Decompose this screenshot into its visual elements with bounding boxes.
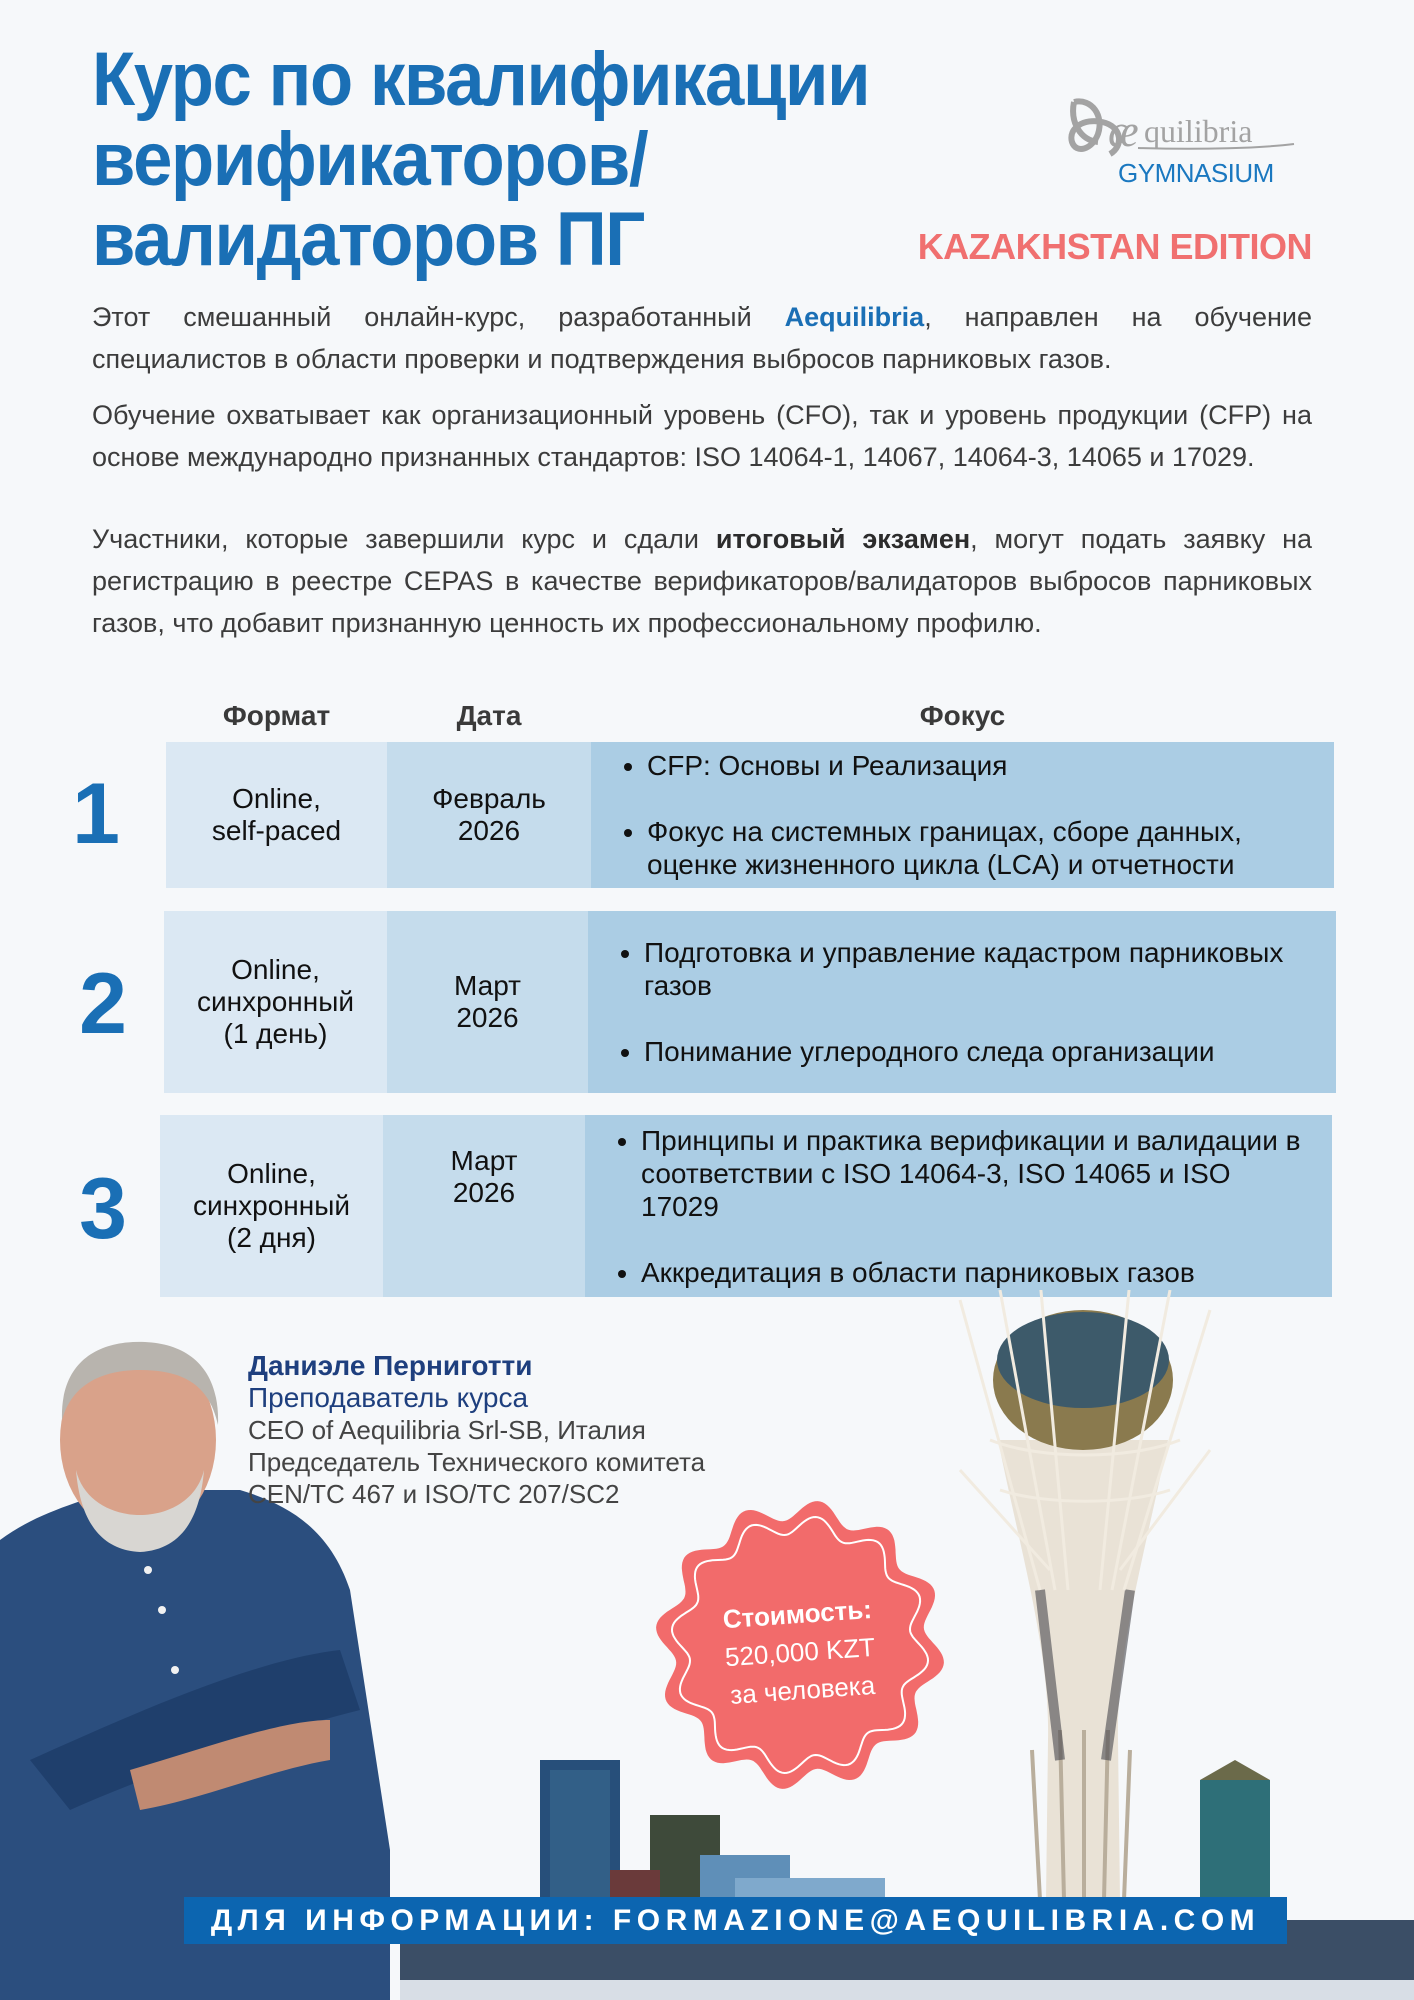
intro-text: Участники, которые завершили курс и сдали — [92, 524, 716, 554]
instructor-line-2: Председатель Технического комитета — [248, 1447, 706, 1477]
focus-list — [585, 1091, 1332, 1322]
format-cell: Online, синхронный (1 день) — [164, 911, 387, 1093]
intro-text: , направлен на обучение специалистов в области проверки и подтверждения выбросов парниковых газов. — [92, 302, 1312, 374]
instructor-line-3: CEN/TC 467 и ISO/TC 207/SC2 — [248, 1479, 620, 1509]
intro-text: Этот смешанный онлайн-курс, разработанный — [92, 302, 785, 332]
logo-word: quilibria — [1144, 113, 1253, 149]
price-badge — [636, 1584, 963, 1720]
header-format: Формат — [222, 700, 331, 731]
focus-item: • Понимание углеродного следа организации — [644, 1035, 1320, 1068]
date-cell: Февраль 2026 — [387, 742, 591, 888]
title-line-2: верификаторов/ — [92, 117, 648, 202]
edition-label: KAZAKHSTAN EDITION — [917, 226, 1312, 267]
city-buildings — [400, 1760, 1414, 2000]
title-line-1: Курс по квалификации — [92, 37, 870, 122]
instructor-info — [248, 1350, 705, 1510]
intro-paragraph-2: Обучение охватывает как организационный уровень (CFO), так и уровень продукции (CFP) на основе международно признанных стандартов: ISO 14064-1, 14067, 14064-3, 14065 и 17029. — [92, 400, 1312, 472]
focus-item: • Аккредитация в области парниковых газов — [641, 1256, 1316, 1289]
focus-item: • Фокус на системных границах, сборе данных, оценке жизненного цикла (LCA) и отчетности — [647, 815, 1318, 881]
module-number-3: 3 — [79, 1161, 127, 1257]
final-exam-emphasis: итоговый экзамен — [715, 524, 971, 554]
date-cell: Март 2026 — [387, 911, 588, 1093]
price-label: Стоимость: — [721, 1593, 873, 1635]
header-focus: Фокус — [919, 700, 1006, 731]
focus-item: • Принципы и практика верификации и валидации в соответствии с ISO 14064-3, ISO 14065 и ISO 17029 — [641, 1124, 1316, 1223]
instructor-name: Даниэле Перниготти — [248, 1350, 533, 1381]
module-number-1: 1 — [72, 766, 120, 862]
table-row — [160, 1115, 1332, 1297]
price-amount: 520,000 KZT — [723, 1631, 877, 1673]
intro-text: , могут подать заявку на регистрацию в реестре CEPAS в качестве верификаторов/валидаторов выбросов парниковых газов, что добавит признанную ценность их профессиональному профилю. — [92, 524, 1313, 638]
instructor-role: Преподаватель курса — [248, 1382, 529, 1413]
module-number-2: 2 — [79, 956, 127, 1052]
format-cell: Online, self-paced — [166, 742, 387, 888]
intro-paragraph-3 — [92, 518, 1312, 644]
svg-text:æ: æ — [1108, 105, 1139, 156]
header-date: Дата — [456, 700, 522, 731]
price-unit: за человека — [729, 1669, 877, 1710]
logo-sub: GYMNASIUM — [1118, 158, 1274, 188]
focus-cell — [591, 742, 1334, 888]
focus-item: • CFP: Основы и Реализация — [647, 749, 1318, 782]
contact-banner[interactable]: ДЛЯ ИНФОРМАЦИИ: FORMAZIONE@AEQUILIBRIA.COM — [184, 1897, 1287, 1944]
aequilibria-gymnasium-logo — [1062, 88, 1322, 198]
page-title — [92, 37, 929, 282]
title-line-3: валидаторов ПГ — [92, 197, 644, 282]
focus-item: • Подготовка и управление кадастром парниковых газов — [644, 936, 1320, 1002]
brand-name: Aequilibria — [784, 302, 925, 332]
focus-list — [591, 716, 1334, 914]
table-row — [164, 911, 1336, 1093]
format-cell: Online, синхронный (2 дня) — [160, 1115, 383, 1297]
focus-cell — [588, 911, 1336, 1093]
focus-list — [588, 903, 1336, 1101]
table-row — [166, 742, 1334, 888]
instructor-line-1: CEO of Aequilibria Srl-SB, Италия — [248, 1415, 646, 1445]
date-cell: Март 2026 — [383, 1115, 585, 1297]
intro-paragraph-1 — [92, 296, 1312, 380]
focus-cell — [585, 1115, 1332, 1297]
baiterek-tower — [960, 1290, 1210, 1900]
